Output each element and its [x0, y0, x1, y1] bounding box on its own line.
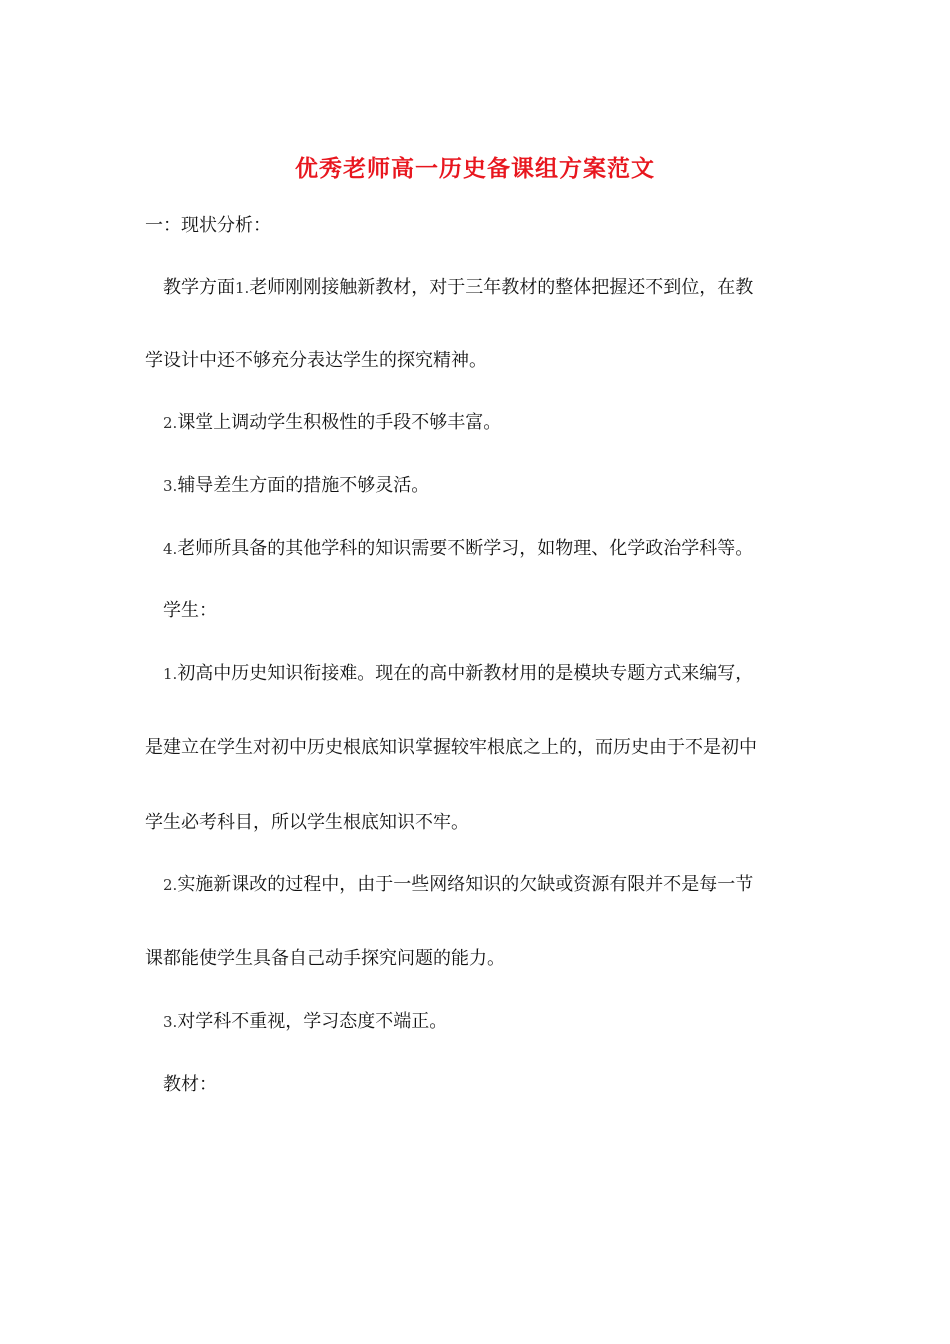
teaching-item-1-text-line-1: 老师刚刚接触新教材，对于三年教材的整体把握还不到位，在教: [249, 277, 754, 298]
teaching-item-1-number: 1.: [235, 279, 250, 297]
teaching-item-4-text: 老师所具备的其他学科的知识需要不断学习，如物理、化学政治学科等。: [177, 538, 754, 559]
teaching-item-3: [163, 474, 429, 498]
students-item-2-line-2: 课都能使学生具备自己动手探究问题的能力。: [145, 948, 505, 969]
teaching-item-2-number: 2.: [163, 414, 178, 432]
teaching-item-3-number: 3.: [163, 477, 178, 495]
students-item-1-number: 1.: [163, 665, 178, 683]
materials-label: 教材：: [163, 1074, 217, 1095]
teaching-item-2: [163, 411, 501, 435]
students-item-1-line-2: 是建立在学生对初中历史根底知识掌握较牢根底之上的，而历史由于不是初中: [145, 737, 757, 758]
teaching-item-3-text: 辅导差生方面的措施不够灵活。: [177, 475, 430, 496]
students-item-2-number: 2.: [163, 876, 178, 894]
students-item-3-number: 3.: [163, 1013, 178, 1031]
students-item-3-text: 对学科不重视，学习态度不端正。: [177, 1011, 448, 1032]
teaching-item-2-text: 课堂上调动学生积极性的手段不够丰富。: [177, 412, 502, 433]
section-heading: 一：现状分析：: [145, 215, 271, 236]
students-label: 学生：: [163, 600, 217, 621]
teaching-item-4-number: 4.: [163, 540, 178, 558]
students-item-3: [163, 1010, 447, 1034]
teaching-item-1-line-2: 学设计中还不够充分表达学生的探究精神。: [145, 350, 487, 371]
students-item-2-text-line-1: 实施新课改的过程中，由于一些网络知识的欠缺或资源有限并不是每一节: [177, 874, 754, 895]
students-item-1-text-line-1: 初高中历史知识衔接难。现在的高中新教材用的是模块专题方式来编写，: [177, 663, 754, 684]
teaching-item-4: [163, 537, 753, 561]
students-item-2-line-1: [163, 873, 753, 897]
teaching-item-1-line-1: [163, 276, 753, 300]
document-title: 优秀老师高一历史备课组方案范文: [295, 155, 655, 182]
students-item-1-line-3: 学生必考科目，所以学生根底知识不牢。: [145, 812, 469, 833]
teaching-label: 教学方面: [163, 277, 235, 298]
students-item-1-line-1: [163, 662, 753, 686]
